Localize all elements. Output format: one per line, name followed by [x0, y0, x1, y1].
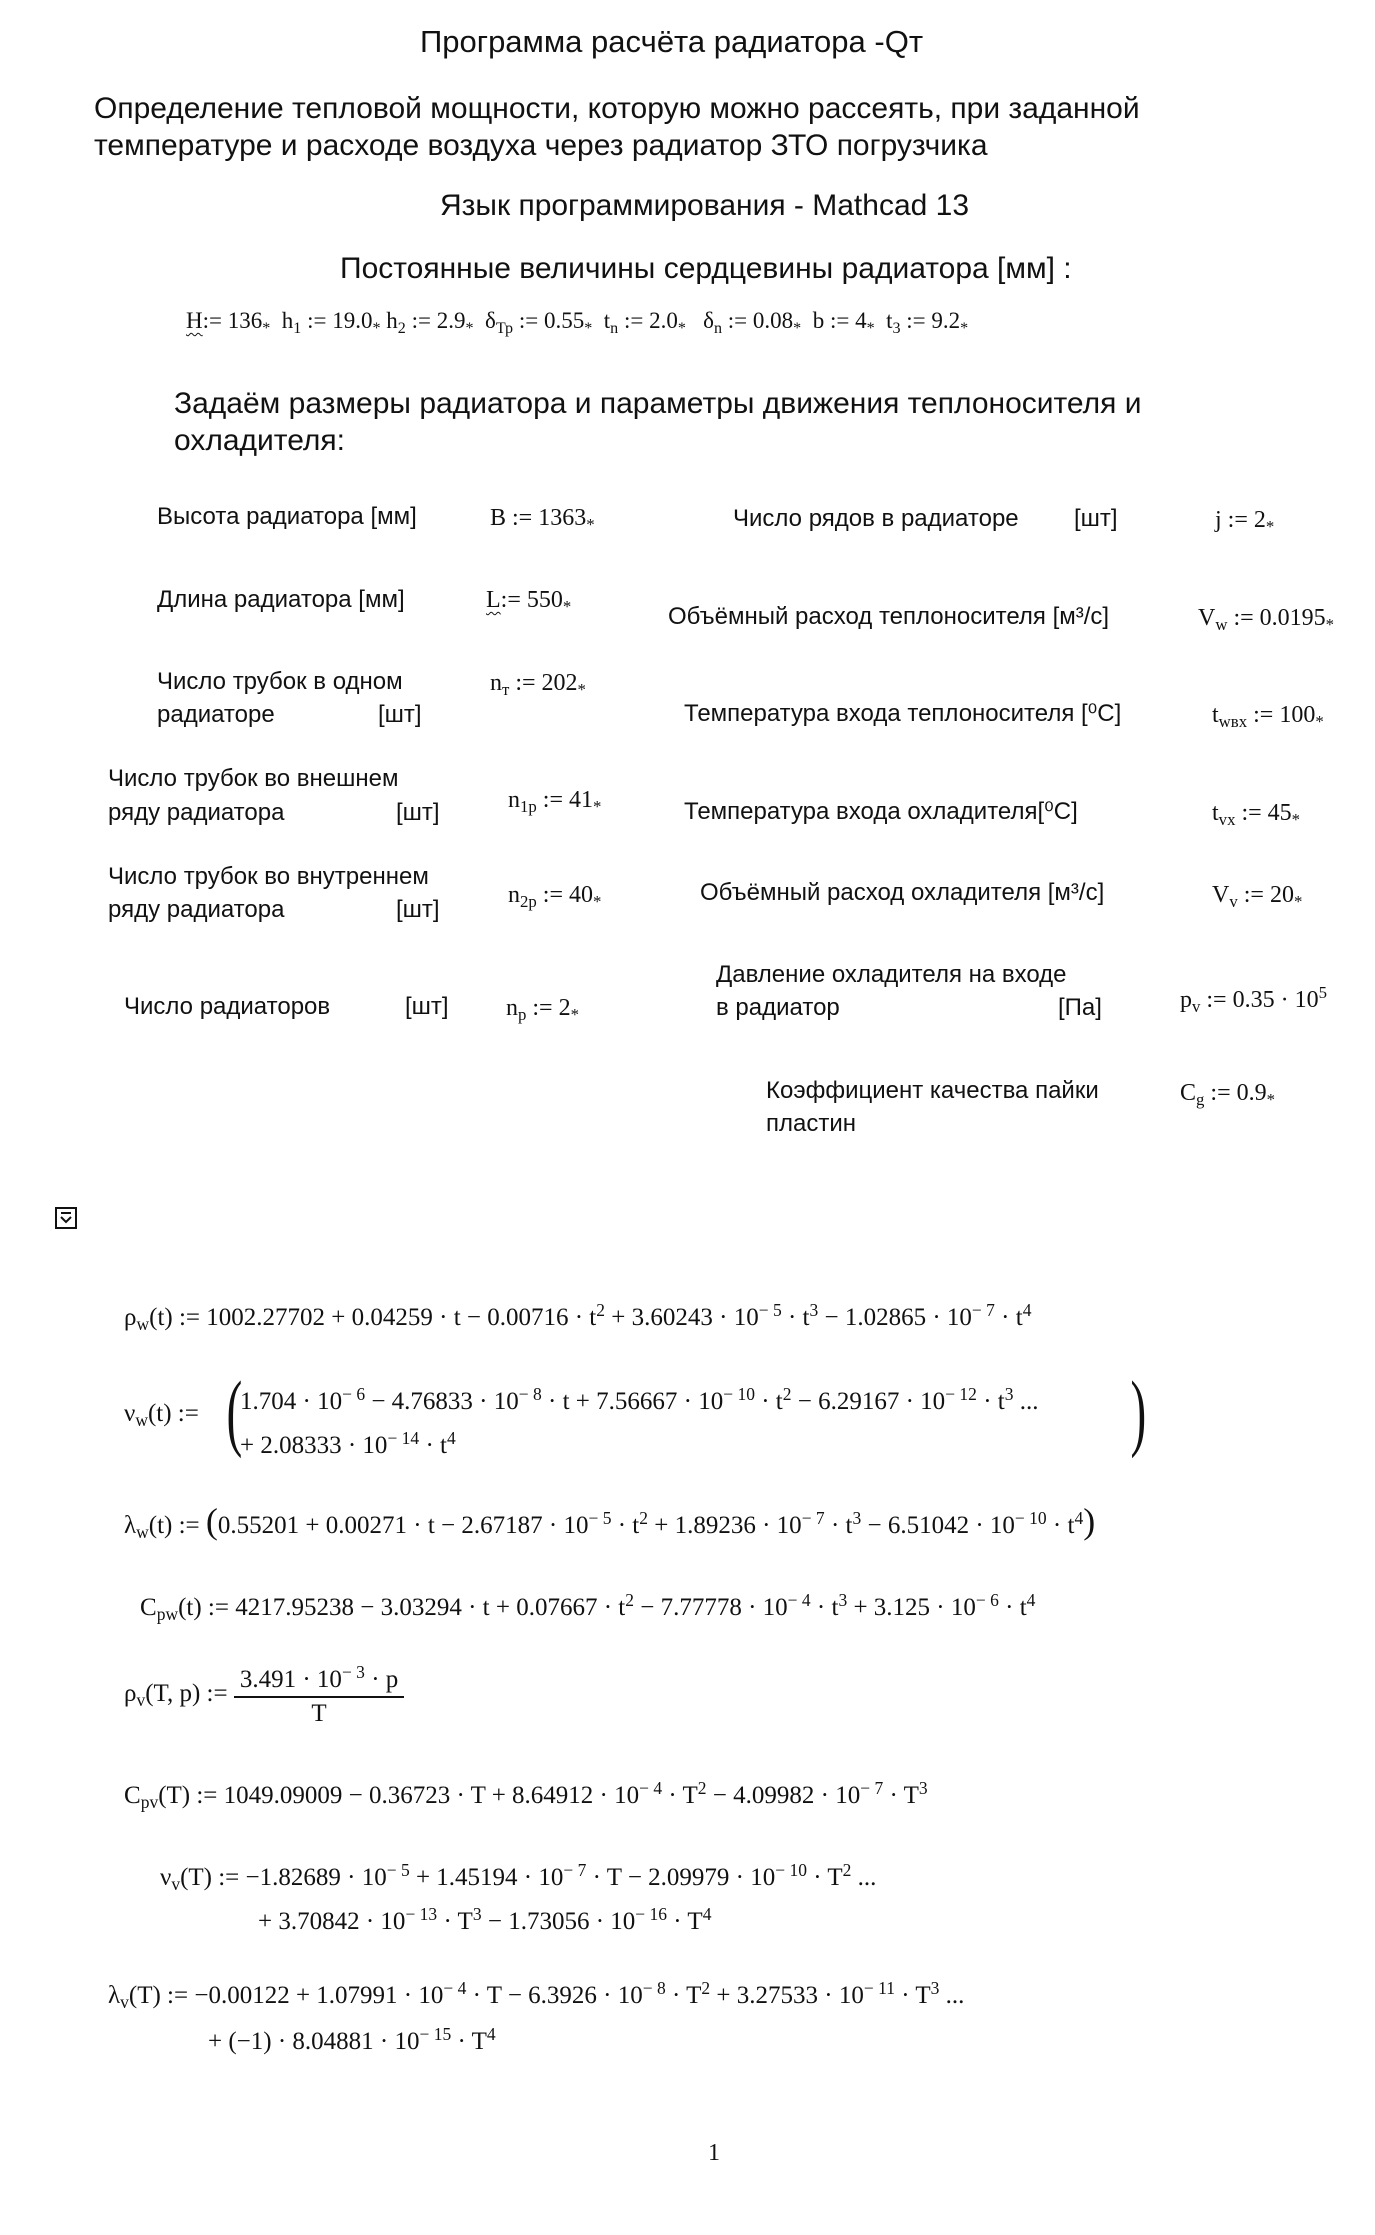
formula-cpw: $C_{pw}(t)$ := $4217.95238 - 3.03294 \cdot t + 0.07667 \cdot t^2 - 7.77778 \cdot 10^{- 4} \cdot t^3 + 3.125 \cdot 10^{- 6} \cdot t^4$	[140, 1590, 1036, 1624]
params-heading-1: Задаём размеры радиатора и параметры движения теплоносителя и	[174, 387, 1142, 420]
air-temp-value: $t_{vx}$ := $45_*$	[1212, 800, 1301, 829]
tubes-inner-label-1: Число трубок во внутреннем	[108, 863, 429, 890]
const-t3: 9.2	[931, 308, 961, 333]
tubes-one-label-2: радиаторе	[157, 701, 275, 728]
air-flow-label: Объёмный расход охладителя [м³/с]	[700, 879, 1105, 906]
formula-rho-w: $\rho_w(t)$ := $1002.27702 + 0.04259 \cdot t - 0.00716 \cdot t^2 + 3.60243 \cdot 10^{- 5} \cdot t^3 - 1.02865 \cdot 10^{- 7} \cdot t^4$	[124, 1300, 1032, 1334]
const-H: 136	[227, 308, 263, 333]
formula-nu-v-line-2: + $3.70842 \cdot 10^{- 13} \cdot T^3 - 1.73056 \cdot 10^{- 16} \cdot T^4$	[258, 1904, 712, 1935]
region-collapse-icon[interactable]	[55, 1207, 77, 1229]
rows-label: Число рядов в радиаторе	[733, 505, 1019, 532]
constants-line: H:= $136_*$ $h_1$ := $19.0_*$ $h_2$ := $2.9_*$ $\delta_{Тр}$ := $0.55_*$ $t_n$ := $2.0_*$ $\delta_n$ := $0.08_*$ b := $4_*$ $t_3$ := $9.2_*$	[186, 308, 969, 337]
air-temp-label: Температура входа охладителя[⁰С]	[684, 798, 1078, 825]
const-dTp: 0.55	[543, 308, 585, 333]
coolant-flow-value: $V_w$ := $0.0195_*$	[1198, 605, 1335, 634]
subtitle-line-1: Определение тепловой мощности, которую можно рассеять, при заданной	[94, 92, 1140, 125]
tubes-outer-label-2: ряду радиатора	[108, 799, 285, 826]
air-flow-value: $V_v$ := $20_*$	[1212, 882, 1303, 911]
tubes-one-unit: [шт]	[378, 701, 422, 728]
formula-rho-v: $\rho_v(T$, p) := $\frac{3.491 \cdot 10^{- 3} \cdot p}{T}$	[124, 1662, 404, 1728]
quality-label-1: Коэффициент качества пайки	[766, 1077, 1099, 1104]
air-pressure-label-2: в радиатор	[716, 994, 840, 1021]
tubes-outer-unit: [шт]	[396, 799, 440, 826]
const-b: 4	[855, 308, 867, 333]
rows-unit: [шт]	[1074, 505, 1118, 532]
constants-heading: Постоянные величины сердцевины радиатора [мм] :	[340, 252, 1072, 285]
page-title: Программа расчёта радиатора -Qт	[420, 24, 924, 59]
const-tn: 2.0	[649, 308, 678, 333]
coolant-temp-label: Температура входа теплоносителя [⁰С]	[684, 700, 1122, 727]
coolant-temp-value: $t_{wвх}$ := $100_*$	[1212, 702, 1324, 731]
const-h1: 19.0	[332, 308, 373, 333]
coolant-flow-label: Объёмный расход теплоносителя [м³/с]	[668, 603, 1110, 630]
tubes-outer-label-1: Число трубок во внешнем	[108, 765, 399, 792]
air-pressure-unit: [Па]	[1058, 994, 1102, 1021]
quality-value: $C_g$ := $0.9_*$	[1180, 1080, 1275, 1109]
params-heading-2: охладителя:	[174, 424, 345, 457]
air-pressure-value: $p_v$ := $0.35 \cdot 10^5$	[1180, 983, 1327, 1016]
formula-nu-v-line-1: $\nu_v(T)$ := $-1.82689 \cdot 10^{- 5} + 1.45194 \cdot 10^{- 7} \cdot T - 2.09979 \cdot 10^{- 10} \cdot T^2$ ...	[160, 1860, 877, 1894]
language-line: Язык программирования - Mathcad 13	[440, 189, 970, 222]
length-value: L:= $550_*$	[486, 587, 572, 616]
tubes-outer-value: $n_{1р}$ := $41_*$	[508, 787, 602, 816]
const-h2: 2.9	[436, 308, 466, 333]
tubes-inner-label-2: ряду радиатора	[108, 896, 285, 923]
radiators-value: $n_р$ := $2_*$	[506, 995, 579, 1024]
subtitle-line-2: температуре и расходе воздуха через радиатор ЗТО погрузчика	[94, 129, 988, 162]
radiators-unit: [шт]	[405, 993, 449, 1020]
radiators-label: Число радиаторов	[124, 993, 331, 1020]
length-label: Длина радиатора [мм]	[157, 586, 405, 613]
tubes-one-value: $n_т$ := $202_*$	[490, 670, 586, 699]
height-value: B := $1363_*$	[490, 505, 595, 534]
formula-lambda-v-line-1: $\lambda_v(T)$ := $-0.00122 + 1.07991 \cdot 10^{- 4} \cdot T - 6.3926 \cdot 10^{- 8} \cdot T^2 + 3.27533 \cdot 10^{- 11} \cdot T^3$ ...	[108, 1978, 965, 2012]
formula-lambda-v-line-2: + $(-1) \cdot 8.04881 \cdot 10^{- 15} \cdot T^4$	[208, 2024, 496, 2055]
height-label: Высота радиатора [мм]	[157, 503, 417, 530]
rows-value: j := $2_*$	[1215, 507, 1275, 536]
tubes-inner-unit: [шт]	[396, 896, 440, 923]
tubes-inner-value: $n_{2р}$ := $40_*$	[508, 882, 602, 911]
formula-cpv: $C_{pv}(T)$ := $1049.09009 - 0.36723 \cdot T + 8.64912 \cdot 10^{- 4} \cdot T^2 - 4.09982 \cdot 10^{- 7} \cdot T^3$	[124, 1778, 928, 1812]
air-pressure-label-1: Давление охладителя на входе	[716, 961, 1067, 988]
quality-label-2: пластин	[766, 1110, 856, 1137]
page-number: 1	[708, 2140, 720, 2166]
const-dn: 0.08	[752, 308, 794, 333]
formula-lambda-w: $\lambda_w(t)$ := $(0.55201 + 0.00271 \cdot t - 2.67187 \cdot 10^{- 5} \cdot t^2 + 1.89236 \cdot 10^{- 7} \cdot t^3 - 6.51042 \cdot 10^{- 10} \cdot t^4)$	[124, 1501, 1096, 1542]
tubes-one-label-1: Число трубок в одном	[157, 668, 403, 695]
